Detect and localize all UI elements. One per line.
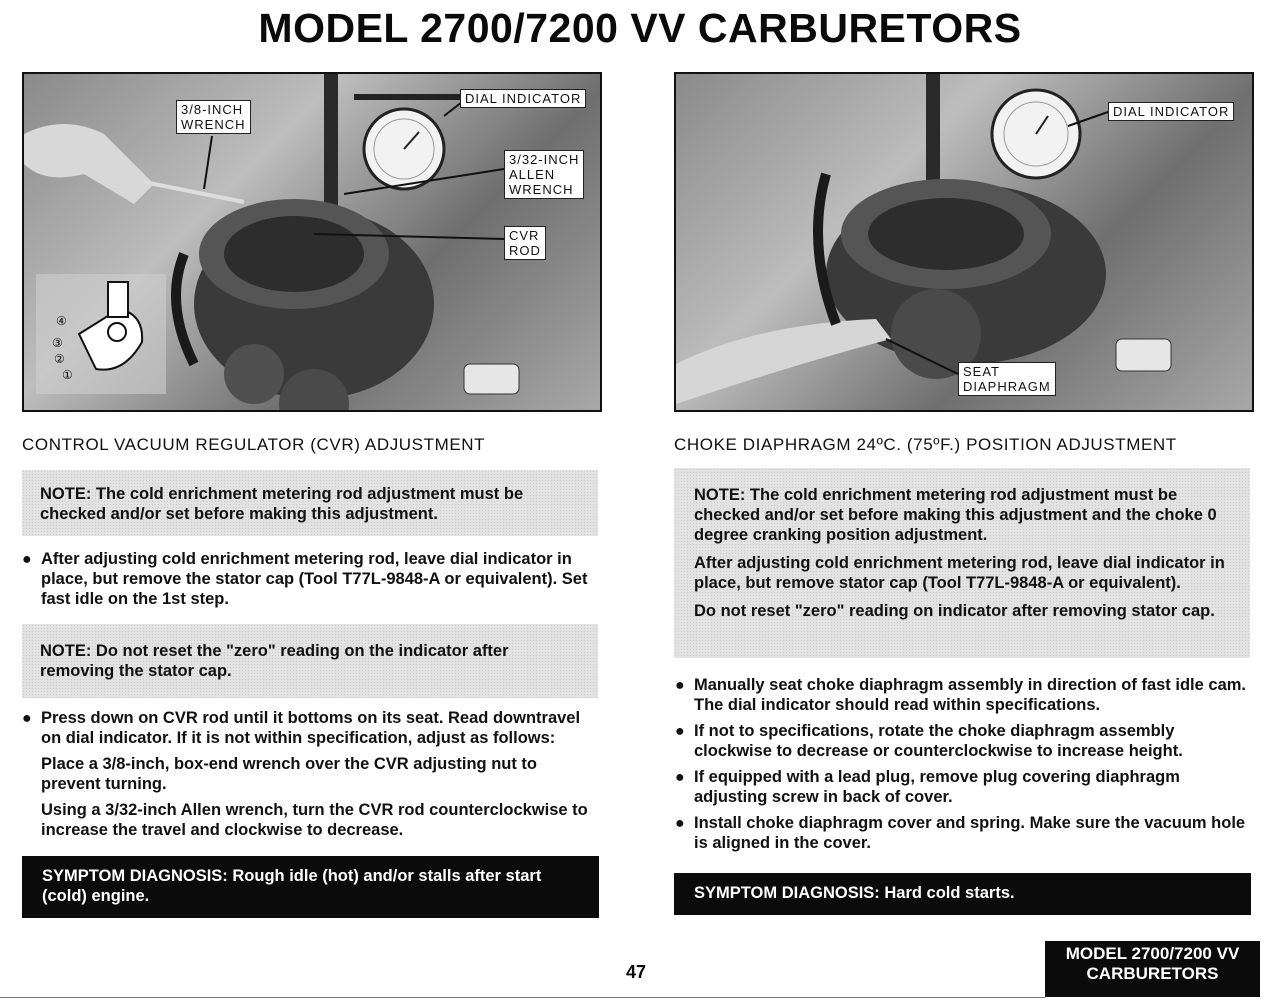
list-item	[675, 767, 1252, 807]
cvr-note-1	[22, 470, 598, 536]
diagram-step-3: ③	[52, 336, 63, 350]
allen-wrench-callout: 3/32-INCH ALLEN WRENCH	[504, 150, 584, 199]
cvr-bullet-1-text: After adjusting cold enrichment metering rod, leave dial indicator in place, but remove the stator cap (Tool T77L-9848-A or equivalent). Set fast idle on the 1st step.	[41, 550, 588, 608]
choke-note-p3: Do not reset "zero" reading on indicator after removing stator cap.	[694, 602, 1215, 620]
choke-bullet-4: Install choke diaphragm cover and spring. Make sure the vacuum hole is aligned in the cover.	[694, 814, 1246, 852]
choke-bullet-1: Manually seat choke diaphragm assembly in direction of fast idle cam. The dial indicator should read within specifications.	[694, 676, 1247, 714]
page-number: 47	[626, 962, 647, 982]
seat-diaphragm-callout: SEAT DIAPHRAGM	[958, 362, 1056, 396]
wrench-callout: 3/8-INCH WRENCH	[176, 100, 251, 134]
page-title: MODEL 2700/7200 VV CARBURETORS	[258, 5, 1022, 51]
diagram-step-4: ④	[56, 314, 67, 328]
list-item	[675, 721, 1252, 761]
bullet-dot: ●	[675, 723, 685, 740]
choke-section-heading: CHOKE DIAPHRAGM 24ºC. (75ºF.) POSITION ADJUSTMENT	[674, 435, 1177, 454]
choke-note-p1: NOTE: The cold enrichment metering rod adjustment must be checked and/or set before making this adjustment and the choke 0 degree cranking position adjustment.	[694, 486, 1217, 544]
dial-indicator-callout: DIAL INDICATOR	[460, 89, 586, 108]
cvr-bullet-2-p3: Using a 3/32-inch Allen wrench, turn the CVR rod counterclockwise to increase the travel and clockwise to decrease.	[41, 801, 588, 839]
bullet-dot: ●	[22, 710, 32, 727]
choke-bullet-3: If equipped with a lead plug, remove plug covering diaphragm adjusting screw in back of cover.	[694, 768, 1180, 806]
carburetor-illustration-right	[676, 74, 1252, 410]
bullet-dot: ●	[22, 551, 32, 568]
list-item	[675, 813, 1252, 853]
choke-diaphragm-photo	[674, 72, 1254, 412]
bullet-dot: ●	[675, 815, 685, 832]
cvr-symptom-diagnosis: SYMPTOM DIAGNOSIS: Rough idle (hot) and/or stalls after start (cold) engine.	[22, 856, 599, 918]
cvr-bullet-2	[22, 708, 601, 846]
cvr-bullet-2-p2: Place a 3/8-inch, box-end wrench over the CVR adjusting nut to prevent turning.	[41, 755, 537, 793]
cvr-rod-callout: CVR ROD	[504, 226, 546, 260]
choke-note-p2: After adjusting cold enrichment metering rod, leave dial indicator in place, but remove stator cap (Tool T77L-9848-A or equivalent).	[694, 554, 1225, 592]
footer-section-tag	[1045, 941, 1260, 997]
bullet-dot: ●	[675, 769, 685, 786]
cvr-bullet-1	[22, 549, 601, 615]
cvr-note-2	[22, 624, 598, 698]
list-item	[675, 675, 1252, 715]
choke-bullet-list	[675, 675, 1252, 859]
choke-symptom-diagnosis: SYMPTOM DIAGNOSIS: Hard cold starts.	[674, 873, 1251, 915]
dial-indicator-callout-right: DIAL INDICATOR	[1108, 102, 1234, 121]
diagram-step-2: ②	[54, 352, 65, 366]
choke-note	[674, 468, 1250, 658]
cvr-bullet-2-p1: Press down on CVR rod until it bottoms on its seat. Read downtravel on dial indicator. If it is not within specification, adjust as follows:	[41, 709, 581, 747]
cvr-note-2-text: NOTE: Do not reset the "zero" reading on the indicator after removing the stator cap.	[40, 642, 509, 680]
diagram-step-1: ①	[62, 368, 73, 382]
cvr-adjustment-photo	[22, 72, 602, 412]
bottom-rule	[0, 997, 1045, 998]
bullet-dot: ●	[675, 677, 685, 694]
footer-section-tag-text: MODEL 2700/7200 VV CARBURETORS	[1065, 944, 1240, 983]
cvr-section-heading: CONTROL VACUUM REGULATOR (CVR) ADJUSTMENT	[22, 435, 486, 454]
choke-bullet-2: If not to specifications, rotate the choke diaphragm assembly clockwise to decrease or counterclockwise to increase height.	[694, 722, 1183, 760]
cvr-note-1-text: NOTE: The cold enrichment metering rod adjustment must be checked and/or set before making this adjustment.	[40, 485, 524, 523]
